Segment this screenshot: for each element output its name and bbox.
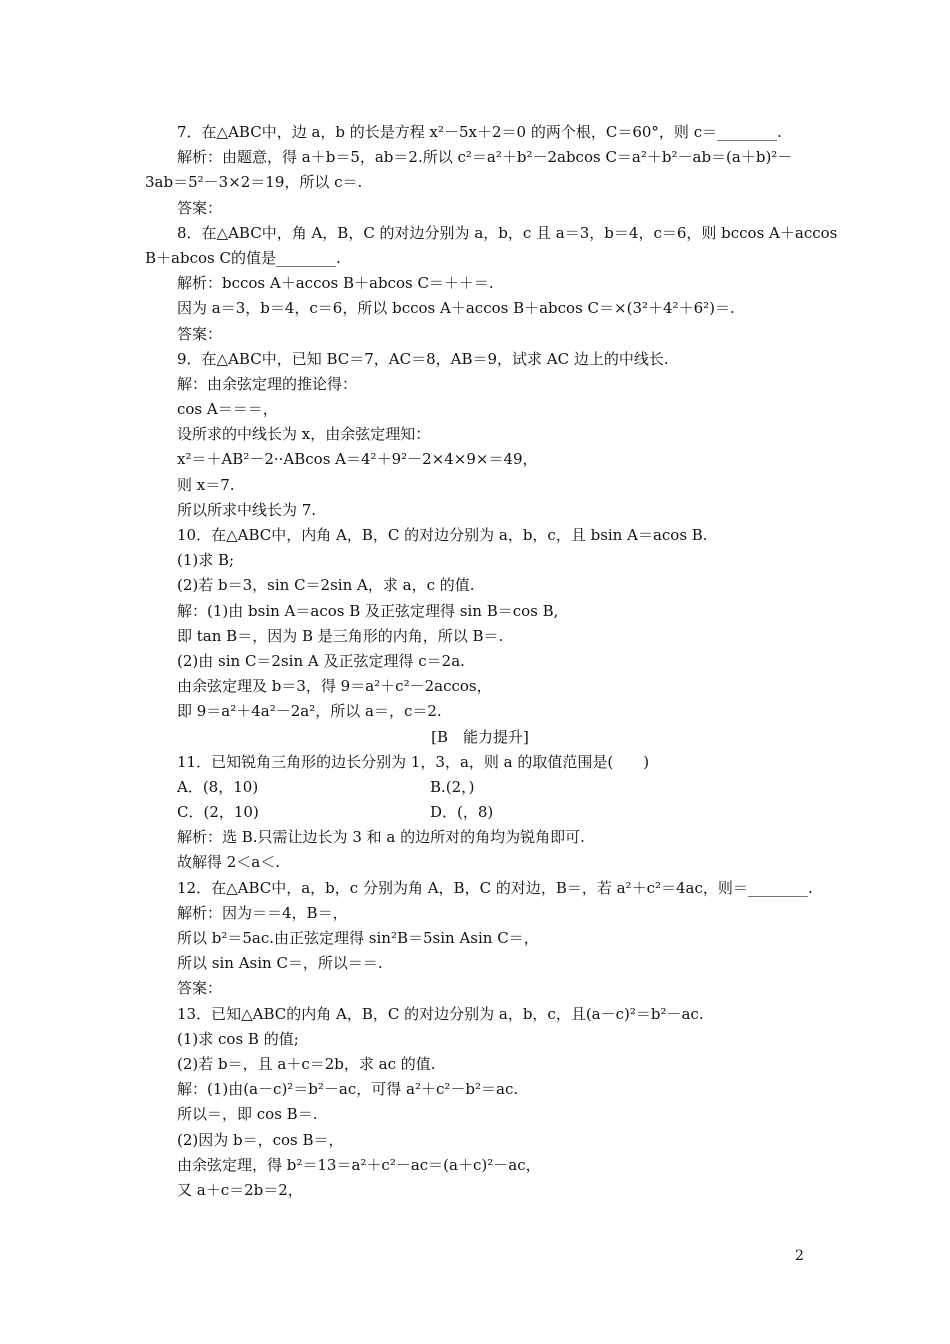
text-line: 设所求的中线长为 x，由余弦定理知： — [177, 425, 431, 444]
text-line: cos A＝＝＝， — [177, 400, 278, 419]
document-body — [145, 120, 838, 1203]
text-line: 10．在△ABC中，内角 A，B，C 的对边分别为 a，b，c，且 bsin A＝acos B. — [177, 526, 708, 544]
text-line: B＋abcos C的值是________. — [145, 248, 341, 267]
text-line: (1)求 B; — [177, 551, 235, 570]
text-line: 故解得 2＜a＜. — [177, 853, 281, 872]
text-line: 即 9＝a²＋4a²－2a²，所以 a＝，c＝2. — [177, 702, 442, 721]
text-line: 解析：由题意，得 a＋b＝5，ab＝2.所以 c²＝a²＋b²－2abcos C＝a²＋b²－ab＝(a＋b)²－ — [177, 148, 793, 167]
text-line: 则 x＝7. — [177, 475, 235, 494]
text-line: 所以＝，即 cos B＝. — [177, 1105, 318, 1124]
section-heading: [B 能力提升] — [431, 727, 529, 746]
text-line: 所以 b²＝5ac.由正弦定理得 sin²B＝5sin Asin C＝， — [177, 929, 539, 947]
text-line: 解：(1)由(a－c)²＝b²－ac，可得 a²＋c²－b²＝ac. — [177, 1080, 519, 1099]
text-line: 因为 a＝3，b＝4，c＝6，所以 bccos A＋accos B＋abcos C＝×(3²＋4²＋6²)＝. — [177, 299, 735, 318]
text-line: 答案： — [177, 979, 223, 998]
text-line: 答案： — [177, 198, 223, 217]
text-line: (2)若 b＝，且 a＋c＝2b，求 ac 的值. — [177, 1054, 436, 1073]
text-line: 答案： — [177, 324, 223, 343]
page-number: 2 — [795, 1248, 804, 1264]
text-line: 7．在△ABC中，边 a，b 的长是方程 x²－5x＋2＝0 的两个根，C＝60°，则 c＝________. — [177, 123, 782, 141]
text-line: 12．在△ABC中，a，b，c 分别为角 A，B，C 的对边，B＝，若 a²＋c²＝4ac，则＝________. — [177, 878, 813, 897]
text-line: 13．已知△ABC的内角 A，B，C 的对边分别为 a，b，c，且(a－c)²＝b²－ac. — [177, 1004, 704, 1023]
text-line: 又 a＋c＝2b＝2， — [177, 1180, 303, 1199]
option-b: B.(2，) — [430, 777, 475, 796]
text-line: (2)若 b＝3，sin C＝2sin A，求 a，c 的值. — [177, 576, 475, 595]
text-line: 解：由余弦定理的推论得： — [177, 374, 358, 393]
text-line: 9．在△ABC中，已知 BC＝7，AC＝8，AB＝9，试求 AC 边上的中线长. — [177, 349, 669, 368]
text-line: 11．已知锐角三角形的边长分别为 1，3，a，则 a 的取值范围是( ) — [177, 752, 650, 771]
text-line: 所以所求中线长为 7. — [177, 500, 317, 519]
option-d: D．(，8) — [430, 803, 494, 822]
option-c: C．(2，10) — [177, 803, 259, 822]
text-line: 3ab＝5²－3×2＝19，所以 c＝. — [145, 173, 363, 192]
text-line: 即 tan B＝，因为 B 是三角形的内角，所以 B＝. — [177, 626, 504, 645]
options-row — [145, 775, 815, 800]
text-line: 由余弦定理及 b＝3，得 9＝a²＋c²－2accos， — [177, 677, 492, 696]
text-line: x²＝＋AB²－2··ABcos A＝4²＋9²－2×4×9×＝49， — [177, 450, 538, 469]
text-line: (1)求 cos B 的值; — [177, 1029, 299, 1048]
text-line: 由余弦定理，得 b²＝13＝a²＋c²－ac＝(a＋c)²－ac， — [177, 1155, 541, 1174]
option-a: A．(8，10) — [177, 777, 259, 796]
text-line: 解析：选 B.只需让边长为 3 和 a 的边所对的角均为锐角即可. — [177, 828, 585, 847]
text-line: 解：(1)由 bsin A＝acos B 及正弦定理得 sin B＝cos B, — [177, 601, 559, 620]
text-line: 8．在△ABC中，角 A，B，C 的对边分别为 a，b，c 且 a＝3，b＝4，c＝6，则 bccos A＋accos — [177, 223, 838, 242]
text-line: 所以 sin Asin C＝，所以＝＝. — [177, 954, 383, 973]
text-line: (2)由 sin C＝2sin A 及正弦定理得 c＝2a. — [177, 651, 465, 670]
text-line: (2)因为 b＝，cos B＝， — [177, 1130, 344, 1149]
text-line: 解析：因为＝＝4，B＝， — [177, 903, 348, 922]
text-line: 解析：bccos A＋accos B＋abcos C＝＋＋＝. — [177, 274, 494, 293]
options-row — [145, 800, 815, 825]
